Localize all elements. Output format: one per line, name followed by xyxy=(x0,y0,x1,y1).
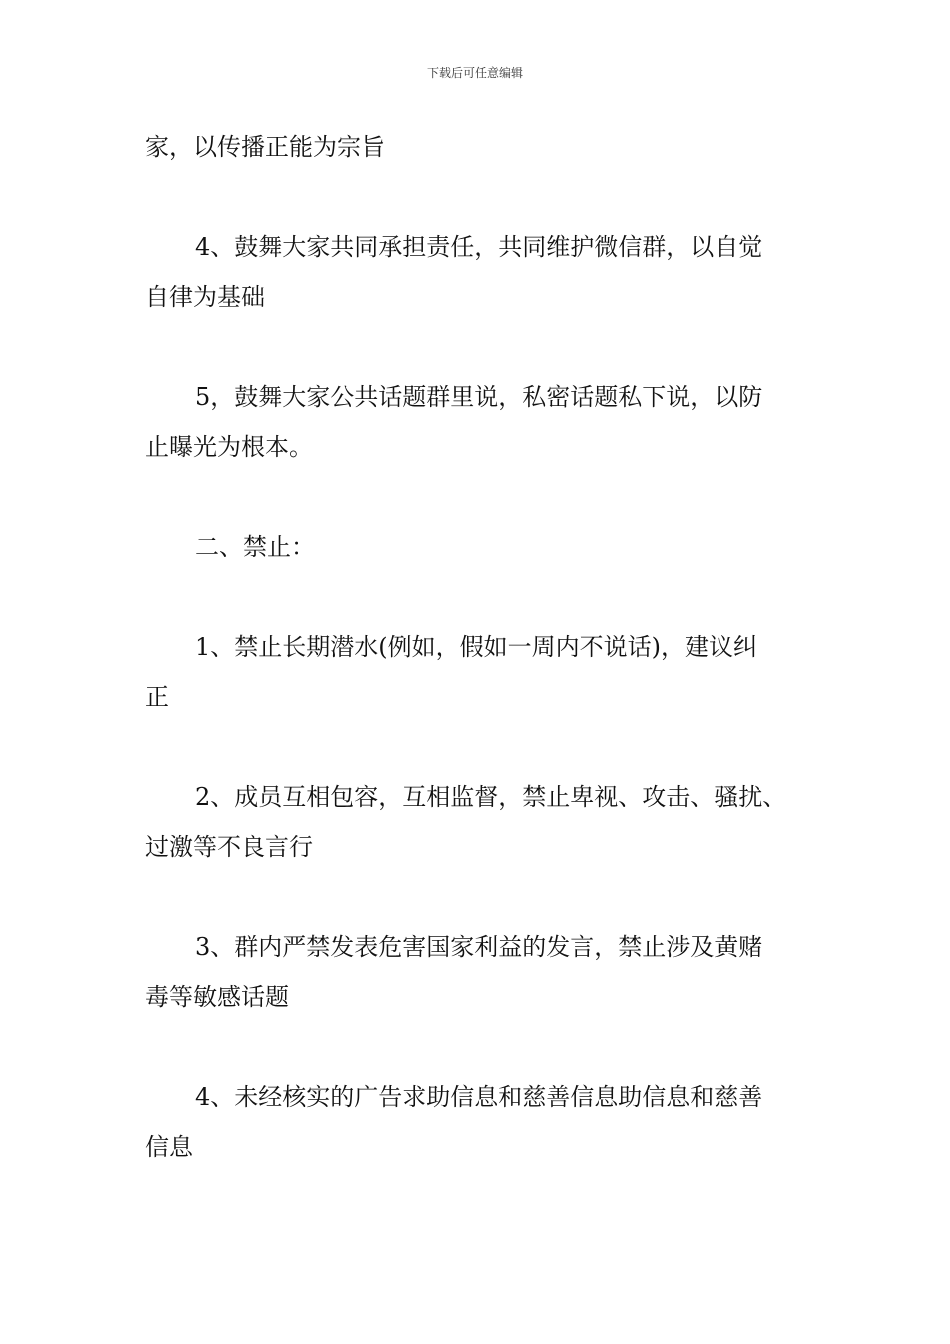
paragraph-line: 信息 xyxy=(145,1133,193,1161)
paragraph-line: 2、成员互相包容，互相监督，禁止卑视、攻击、骚扰、 xyxy=(195,783,787,811)
paragraph-prohibition-2 xyxy=(145,772,825,872)
paragraph-line: 自律为基础 xyxy=(145,283,265,311)
paragraph-item-4 xyxy=(145,222,825,322)
page-header: 下载后可任意编辑 xyxy=(426,66,523,80)
paragraph-line: 4、未经核实的广告求助信息和慈善信息助信息和慈善 xyxy=(195,1083,763,1111)
paragraph-line: 止曝光为根本。 xyxy=(145,433,313,461)
section-heading-prohibitions xyxy=(145,522,825,572)
paragraph-item-5 xyxy=(145,372,825,472)
paragraph-prohibition-3 xyxy=(145,922,825,1022)
paragraph-line: 毒等敏感话题 xyxy=(145,983,289,1011)
section-heading: 二、禁止： xyxy=(195,533,315,561)
paragraph-line: 4、鼓舞大家共同承担责任，共同维护微信群，以自觉 xyxy=(195,233,763,261)
paragraph-continuation xyxy=(145,122,825,172)
paragraph-line: 家，以传播正能为宗旨 xyxy=(145,133,385,161)
paragraph-line: 1、禁止长期潜水(例如，假如一周内不说话)，建议纠 xyxy=(195,633,757,661)
paragraph-prohibition-1 xyxy=(145,622,825,722)
paragraph-line: 过激等不良言行 xyxy=(145,833,313,861)
paragraph-prohibition-4 xyxy=(145,1072,825,1172)
paragraph-line: 5，鼓舞大家公共话题群里说，私密话题私下说，以防 xyxy=(195,383,763,411)
paragraph-line: 正 xyxy=(145,683,169,711)
paragraph-line: 3、群内严禁发表危害国家利益的发言，禁止涉及黄赌 xyxy=(195,933,763,961)
